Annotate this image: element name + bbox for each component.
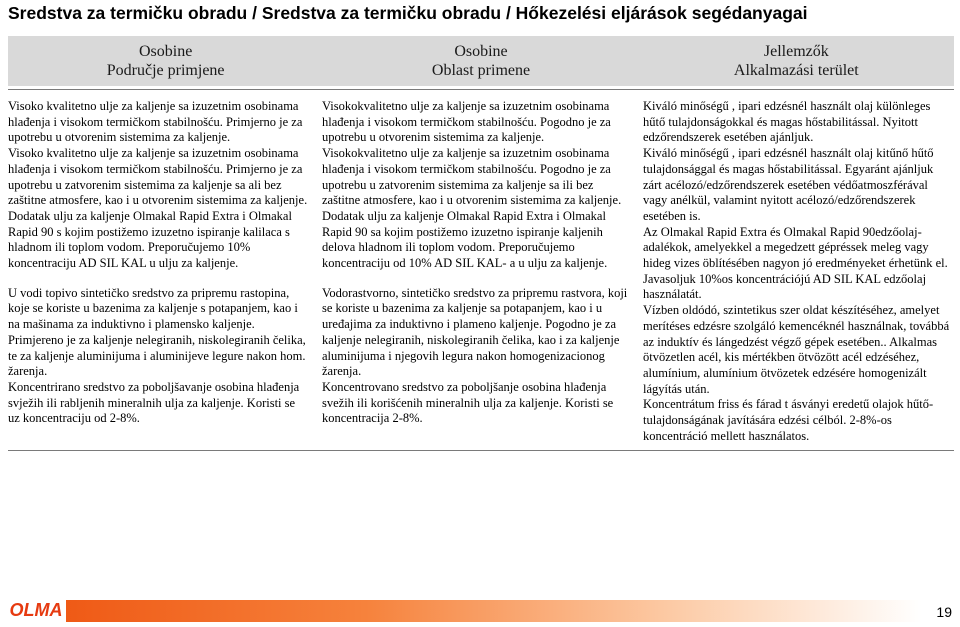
column-header-line1: Osobine: [139, 43, 193, 60]
product-description: Koncentrovano sredstvo za poboljšanje osobina hlađenja svežih ili korišćenih mineralnih ulja za kaljenje. Koristi se koncentracija 2-8%.: [322, 379, 614, 426]
table-header: [8, 36, 954, 86]
column-header-line2: Oblast primene: [431, 62, 531, 79]
product-description: Visoko kvalitetno ulje za kaljenje sa izuzetnim osobinama hlađenja i visokom termičkom stabilnošću. Primjerno je za upotrebu u zatvorenim sistemima za kaljenje sa ali bez zaštitne atmosfere, kao i u otvorenim sistemima za kaljenje.: [8, 146, 308, 208]
column-header-line2: Alkalmazási terület: [733, 62, 859, 79]
column-header-serbian: [323, 36, 638, 86]
product-description: Dodatak ulju za kaljenje Olmakal Rapid Extra i Olmakal Rapid 90 s kojim postižemo izuzetno ispiranje kalilaca s hladnom ili toplom vodom. Preporučujemo 10% koncentraciju AD SIL KAL u ulju za kaljenje.: [8, 208, 292, 271]
page-title: Sredstva za termičku obradu / Sredstva za termičku obradu / Hőkezelési eljárások segédanyagai: [8, 3, 808, 23]
page-number: 19: [936, 604, 952, 620]
column-header-hungarian: [639, 36, 954, 86]
olma-logo: [10, 597, 62, 621]
product-description: Kiváló minőségű , ipari edzésnél használt olaj különleges hűtő tulajdonságokkal és magas hőstabilitással. Nyitott edzőrendszerek esetében ajánljuk.: [643, 99, 931, 145]
column-header-line1: Jellemzők: [763, 43, 829, 60]
product-description: Visoko kvalitetno ulje za kaljenje sa izuzetnim osobinama hlađenja i visokom termičkom stabilnošću. Primjerno je za upotrebu u otvorenim sistemima za kaljenje.: [8, 99, 303, 145]
product-description: Kiváló minőségű , ipari edzésnél használt olaj kitűnő hűtő tulajdonsággal és magas hőstabilitással. Egyaránt ajánljuk zárt acélozó/edzőrendszerek esetében védőatmoszférával vagy anélkül, valamint nyitott acélozó/edzőrendszerek esetében is.: [643, 146, 934, 223]
column-header-line2: Područje primjene: [106, 62, 225, 79]
product-description: Visokokvalitetno ulje za kaljenje sa izuzetnim osobinama hlađenja i visokom termičkom stabilnošću. Pogodno je za upotrebu u otvorenim sistemima za kaljenje.: [322, 99, 611, 145]
column-header-bosnian: [8, 36, 323, 86]
column-serbian-text: [322, 99, 632, 427]
product-description: Visokokvalitetno ulje za kaljenje sa izuzetnim osobinama hlađenja i visokom termičkom stabilnošću. Pogodno je za upotrebu u zatvorenim sistemima za kaljenje sa ili bez zaštitne atmosfere, kao i u otvorenim sistemima za kaljenje.: [322, 146, 622, 208]
column-hungarian-text: [643, 99, 954, 444]
product-description: Vízben oldódó, szintetikus szer oldat készítéséhez, amelyet merítéses edzésre szolgáló kemencéknél használnak, továbbá az induktív és lángedzést végző gépek esetében.. Alkalmas ötvözetlen acél, kis mértékben ötvözött acél edzéséhez, alumínium, alumínium ötvözetek edzésére homogenizált lágyítás után.: [643, 303, 950, 396]
column-bosnian-text: [8, 99, 308, 427]
product-description: Vodorastvorno, sintetičko sredstvo za pripremu rastvora, koji se koriste u bazenima za kaljenje sa potapanjem, kao i u uređajima za induktivno i plameno kaljenje. Pogodno je za kaljenje nelegiranih, niskolegiranih čelika, kao i za kaljenje aluminijuma i njegovih legura nakon homogenizacionog žarenja.: [322, 285, 628, 379]
table-bottom-rule: [8, 450, 954, 451]
column-header-line1: Osobine: [454, 43, 508, 60]
product-description: Dodatak ulju za kaljenje Olmakal Rapid Extra i Olmakal Rapid 90 sa kojim postižemo izuzetno ispiranje kaljenih delova hladnom ili toplom vodom. Preporučujemo koncentraciju od 10% AD SIL KAL- a u ulju za kaljenje.: [322, 208, 608, 271]
product-description: Az Olmakal Rapid Extra és Olmakal Rapid 90edzőolaj-adalékok, amelyekkel a megedzett gépréssek meleg vagy hideg vizes öblítésében nagyon jó eredményeket érhetünk el. Javasoljuk 10%os koncentrációjú AD SIL KAL edzőolaj használatát.: [643, 224, 948, 302]
product-description: Koncentrirano sredstvo za poboljšavanje osobina hlađenja svježih ili rabljenih mineralnih ulja za kaljenje. Koristi se uz koncentraciju od 2-8%.: [8, 379, 300, 426]
footer-gradient-bar: [66, 600, 922, 622]
table-top-rule: [8, 89, 954, 90]
olma-logo-text: OLMA: [10, 600, 62, 620]
product-description: Koncentrátum friss és fárad t ásványi eredetű olajok hűtő-tulajdonságának javítására edzési célból. 2-8%-os koncentráció mellett használatos.: [643, 397, 934, 443]
product-description: U vodi topivo sintetičko sredstvo za pripremu rastopina, koje se koriste u bazenima za kaljenje s potapanjem, kao i na mašinama za induktivno i plamensko kaljenje. Primjereno je za kaljenje nelegiranih, niskolegiranih čelika, te za kaljenje aluminijuma i aluminijeve legure nakon hom. žarenja.: [8, 285, 306, 379]
